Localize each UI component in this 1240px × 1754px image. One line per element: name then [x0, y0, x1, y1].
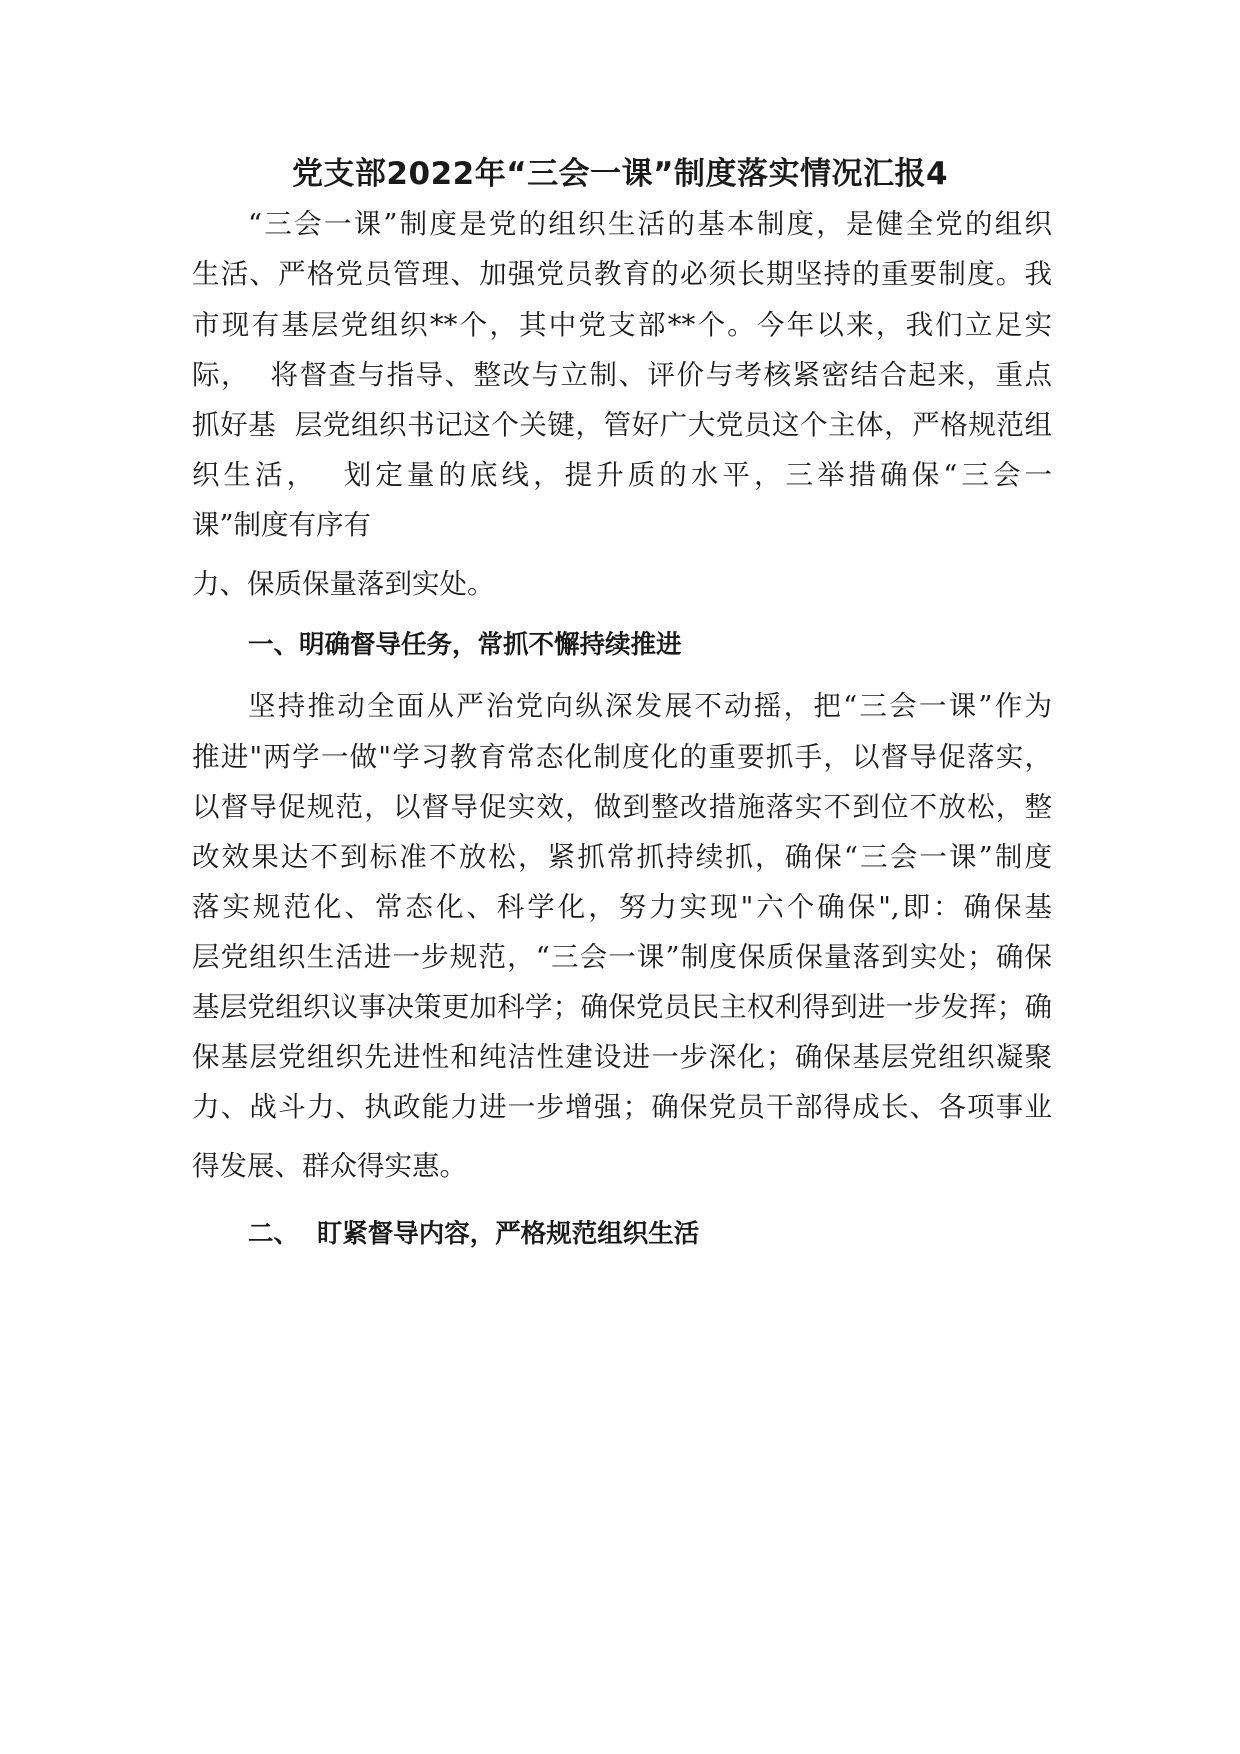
intro-line-5: 抓好基 层党组织书记这个关键，管好广大党员这个主体，严格规范组: [192, 409, 1052, 441]
section-1-line-10: 得发展、群众得实惠。: [192, 1150, 467, 1182]
section-1-line-8: 保基层党组织先进性和纯洁性建设进一步深化；确保基层党组织凝聚: [192, 1041, 1052, 1073]
section-1-line-2: 推进"两学一做"学习教育常态化制度化的重要抓手，以督导促落实，: [192, 741, 1052, 773]
section-1-line-7: 基层党组织议事决策更加科学；确保党员民主权利得到进一步发挥；确: [192, 991, 1052, 1023]
intro-line-2: 生活、严格党员管理、加强党员教育的必须长期坚持的重要制度。我: [192, 258, 1052, 290]
section-1-line-6: 层党组织生活进一步规范，“三会一课”制度保质保量落到实处；确保: [192, 941, 1052, 973]
intro-line-6: 织生活， 划定量的底线，提升质的水平，三举措确保“三会一: [192, 459, 1052, 491]
intro-line-4: 际， 将督查与指导、整改与立制、评价与考核紧密结合起来，重点: [192, 359, 1052, 391]
intro-line-3: 市现有基层党组织**个，其中党支部**个。今年以来，我们立足实: [192, 309, 1052, 341]
section-2-heading: 二、 盯紧督导内容，严格规范组织生活: [248, 1219, 700, 1249]
section-1-line-1: 坚持推动全面从严治党向纵深发展不动摇，把“三会一课”作为: [248, 690, 1052, 722]
section-1-line-5: 落实规范化、常态化、科学化，努力实现"六个确保",即：确保基: [192, 891, 1052, 923]
section-1-line-3: 以督导促规范，以督导促实效，做到整改措施落实不到位不放松，整: [192, 791, 1052, 823]
intro-line-8: 力、保质保量落到实处。: [192, 568, 495, 600]
intro-line-1: “三会一课”制度是党的组织生活的基本制度，是健全党的组织: [248, 208, 1052, 240]
section-1-line-4: 改效果达不到标准不放松，紧抓常抓持续抓，确保“三会一课”制度: [192, 841, 1052, 873]
document-title: 党支部2022年“三会一课”制度落实情况汇报4: [291, 156, 949, 192]
section-1-heading: 一、明确督导任务，常抓不懈持续推进: [248, 630, 682, 660]
intro-line-7: 课”制度有序有: [192, 509, 372, 541]
section-1-line-9: 力、战斗力、执政能力进一步增强；确保党员干部得成长、各项事业: [192, 1091, 1052, 1123]
